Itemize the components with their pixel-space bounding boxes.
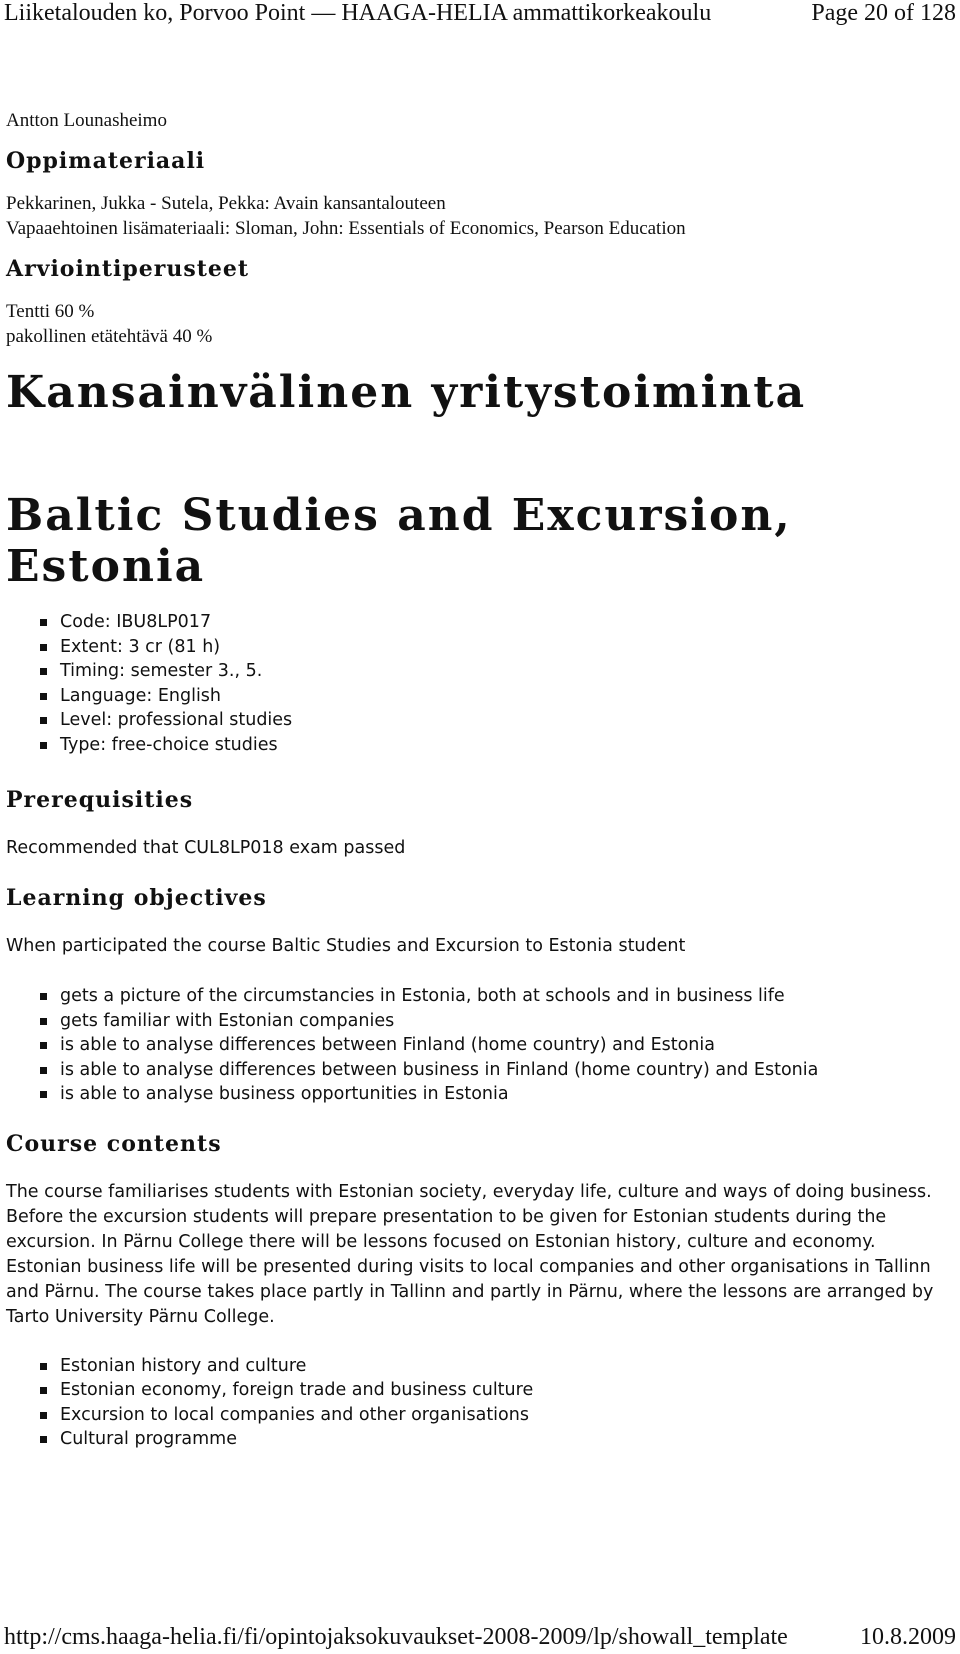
objectives-intro: When participated the course Baltic Studies and Excursion to Estonia student <box>6 936 686 956</box>
oppimateriaali-line: Vapaaehtoinen lisämateriaali: Sloman, John: Essentials of Economics, Pearson Education <box>6 218 686 239</box>
oppimateriaali-heading: Oppimateriaali <box>6 148 206 174</box>
contents-list <box>6 1354 956 1452</box>
list-item: Timing: semester 3., 5. <box>60 659 956 684</box>
arviointi-line: pakollinen etätehtävä 40 % <box>6 326 213 347</box>
prerequisities-heading: Prerequisities <box>6 787 194 813</box>
arviointi-list <box>6 299 956 349</box>
course-facts <box>6 610 956 757</box>
page-url: http://cms.haaga-helia.fi/fi/opintojaksokuvaukset-2008-2009/lp/showall_template <box>4 1624 788 1650</box>
document-content <box>6 108 956 1452</box>
oppimateriaali-list <box>6 191 956 241</box>
list-item: Estonian history and culture <box>60 1354 956 1379</box>
list-item: gets familiar with Estonian companies <box>60 1009 956 1034</box>
arviointi-line: Tentti 60 % <box>6 301 95 322</box>
objectives-heading: Learning objectives <box>6 885 267 911</box>
list-item: Language: English <box>60 684 956 709</box>
page-number: Page 20 of 128 <box>811 0 956 26</box>
contents-heading: Course contents <box>6 1130 222 1157</box>
list-item: Level: professional studies <box>60 708 956 733</box>
page-header <box>0 0 960 30</box>
document-title: Liiketalouden ko, Porvoo Point — HAAGA-HELIA ammattikorkeakoulu <box>4 0 712 26</box>
list-item: Code: IBU8LP017 <box>60 610 956 635</box>
print-date: 10.8.2009 <box>860 1624 956 1650</box>
list-item: is able to analyse business opportunities in Estonia <box>60 1082 956 1107</box>
list-item: Estonian economy, foreign trade and business culture <box>60 1378 956 1403</box>
list-item: is able to analyse differences between Finland (home country) and Estonia <box>60 1033 956 1058</box>
list-item: Type: free-choice studies <box>60 733 956 758</box>
oppimateriaali-line: Pekkarinen, Jukka - Sutela, Pekka: Avain kansantalouteen <box>6 193 446 214</box>
section-title: Kansainvälinen yritystoiminta <box>6 367 807 418</box>
list-item: Extent: 3 cr (81 h) <box>60 635 956 660</box>
course-title: Baltic Studies and Excursion, Estonia <box>6 490 792 592</box>
arviointi-heading: Arviointiperusteet <box>6 256 250 282</box>
prerequisities-text: Recommended that CUL8LP018 exam passed <box>6 838 406 858</box>
list-item: is able to analyse differences between business in Finland (home country) and Estonia <box>60 1058 956 1083</box>
contents-text: The course familiarises students with Estonian society, everyday life, culture and ways of doing business. Before the excursion students will prepare presentation to be given for Estonian students during the excursion. In Pärnu College there will be lessons focused on Estonian history, culture and economy. Estonian business life will be presented during visits to local companies and other organisations in Tallinn and Pärnu. The course takes place partly in Tallinn and partly in Pärnu, where the lessons are arranged by Tarto University Pärnu College. <box>6 1181 934 1327</box>
list-item: Excursion to local companies and other organisations <box>60 1403 956 1428</box>
page-footer <box>0 1620 960 1654</box>
author-name: Antton Lounasheimo <box>6 110 167 131</box>
list-item: gets a picture of the circumstancies in Estonia, both at schools and in business life <box>60 984 956 1009</box>
objectives-list <box>6 984 956 1107</box>
list-item: Cultural programme <box>60 1427 956 1452</box>
